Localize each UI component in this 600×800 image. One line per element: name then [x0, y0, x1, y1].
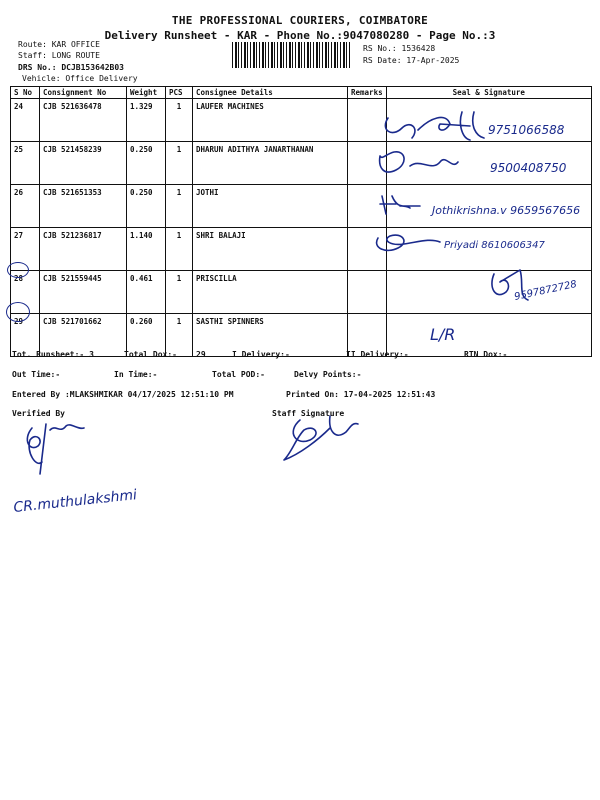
- col-weight: Weight: [127, 87, 166, 99]
- rtn-dox: RTN Dox:-: [464, 350, 508, 359]
- cell-sno: 28: [11, 271, 40, 314]
- cell-pcs: 1: [166, 185, 193, 228]
- i-delivery: I Delivery:-: [232, 350, 290, 359]
- cell-consignment: CJB 521651353: [40, 185, 127, 228]
- verified-by-label: Verified By: [12, 409, 65, 418]
- handwritten-row-29: L/R: [430, 325, 456, 344]
- cell-sno: 29: [11, 314, 40, 357]
- col-remarks: Remarks: [348, 87, 387, 99]
- cell-pcs: 1: [166, 271, 193, 314]
- runsheet-subtitle: Delivery Runsheet - KAR - Phone No.:9047080280 - Page No.:3: [104, 29, 496, 42]
- cell-consignee: DHARUN ADITHYA JANARTHANAN: [193, 142, 348, 185]
- cell-weight: 1.329: [127, 99, 166, 142]
- col-sno: S No: [11, 87, 40, 99]
- cell-weight: 0.461: [127, 271, 166, 314]
- total-dox-value: 29: [196, 350, 206, 359]
- entered-by: Entered By :MLAKSHMIKAR 04/17/2025 12:51:10 PM: [12, 390, 234, 399]
- staff-info: Staff: LONG ROUTE: [18, 51, 100, 60]
- staff-signature: [284, 416, 358, 460]
- signature-row-25: [380, 152, 458, 172]
- cell-weight: 1.140: [127, 228, 166, 271]
- handwritten-row-26: Jothikrishna.v 9659567656: [432, 204, 581, 217]
- cell-consignment: CJB 521236817: [40, 228, 127, 271]
- cell-consignee: LAUFER MACHINES: [193, 99, 348, 142]
- signature-row-24: [385, 112, 484, 140]
- cell-sno: 27: [11, 228, 40, 271]
- col-seal-signature: Seal & Signature: [386, 87, 591, 99]
- document-title: THE PROFESSIONAL COURIERS, COIMBATORE: [171, 14, 429, 27]
- cell-consignee: SASTHI SPINNERS: [193, 314, 348, 357]
- rs-number: RS No.: 1536428: [363, 44, 436, 53]
- in-time: In Time:-: [114, 370, 158, 379]
- col-consignee: Consignee Details: [193, 87, 348, 99]
- cell-consignment: CJB 521458239: [40, 142, 127, 185]
- cell-pcs: 1: [166, 142, 193, 185]
- handwritten-phone-25: 9500408750: [490, 161, 567, 175]
- handwritten-name: CR.muthulakshmi: [12, 487, 138, 516]
- delvy-points: Delvy Points:-: [294, 370, 362, 379]
- cell-consignment: CJB 521559445: [40, 271, 127, 314]
- total-pod: Total POD:-: [212, 370, 265, 379]
- cell-consignee: SHRI BALAJI: [193, 228, 348, 271]
- staff-signature-label: Staff Signature: [272, 409, 345, 418]
- tot-runsheet: Tot. Runsheet:- 3: [12, 350, 94, 359]
- signature-row-26: [380, 196, 420, 214]
- handwritten-phone-28: 9597872728: [513, 278, 578, 303]
- cell-sno: 24: [11, 99, 40, 142]
- cell-consignee: PRISCILLA: [193, 271, 348, 314]
- cell-sno: 26: [11, 185, 40, 228]
- cell-weight: 0.250: [127, 142, 166, 185]
- route-info: Route: KAR OFFICE: [18, 40, 100, 49]
- col-consignment: Consignment No: [40, 87, 127, 99]
- verified-signature: [27, 424, 84, 474]
- rs-date: RS Date: 17-Apr-2025: [363, 56, 460, 65]
- handwritten-phone-24: 9751066588: [488, 123, 565, 137]
- vehicle-info: Vehicle: Office Delivery: [22, 74, 138, 83]
- col-pcs: PCS: [166, 87, 193, 99]
- cell-pcs: 1: [166, 99, 193, 142]
- cell-consignee: JOTHI: [193, 185, 348, 228]
- handwritten-row-27: Priyadi 8610606347: [444, 240, 545, 251]
- cell-weight: 0.260: [127, 314, 166, 357]
- total-dox-label: Total Dox:-: [124, 350, 177, 359]
- cell-pcs: 1: [166, 228, 193, 271]
- cell-pcs: 1: [166, 314, 193, 357]
- cell-sno: 25: [11, 142, 40, 185]
- signature-row-27: [377, 235, 440, 250]
- printed-on: Printed On: 17-04-2025 12:51:43: [286, 390, 436, 399]
- drs-number: DRS No.: DCJB153642B03: [18, 63, 124, 72]
- out-time: Out Time:-: [12, 370, 61, 379]
- cell-consignment: CJB 521636478: [40, 99, 127, 142]
- cell-consignment: CJB 521701662: [40, 314, 127, 357]
- cell-weight: 0.250: [127, 185, 166, 228]
- ii-delivery: II Delivery:-: [346, 350, 409, 359]
